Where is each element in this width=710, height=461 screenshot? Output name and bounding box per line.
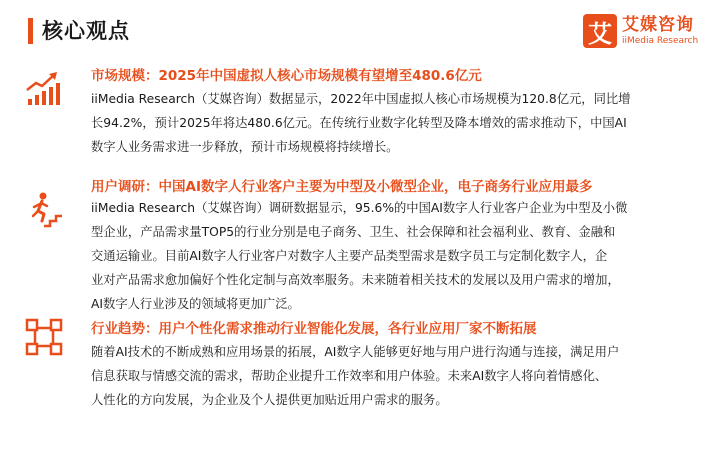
body-line: 信息获取与情感交流的需求，帮助企业提升工作效率和用户体验。未来AI数字人将向着情感化、	[91, 369, 608, 383]
title-accent-bar	[28, 18, 33, 44]
logo	[583, 14, 698, 48]
body-line: 随着AI技术的不断成熟和应用场景的拓展，AI数字人能够更好地与用户进行沟通与连接，满足用户	[91, 345, 620, 359]
body-line: 长94.2%，预计2025年将达480.6亿元。在传统行业数字化转型及降本增效的需求推动下，中国AI	[91, 116, 627, 130]
section-body	[91, 196, 695, 316]
network-nodes-icon	[24, 317, 64, 357]
section-heading: 行业趋势：用户个性化需求推动行业智能化发展，各行业应用厂家不断拓展	[91, 321, 537, 337]
logo-mark: 艾	[583, 14, 617, 48]
body-line: 业对产品需求愈加偏好个性化定制与高效率服务。未来随着相关技术的发展以及用户需求的增加，	[91, 273, 620, 287]
body-line: 人性化的方向发展，为企业及个人提供更加贴近用户需求的服务。	[91, 393, 448, 407]
logo-name-cn: 艾媒咨询	[622, 14, 694, 35]
logo-name-en: iiMedia Research	[622, 35, 699, 46]
body-line: iiMedia Research（艾媒咨询）数据显示，2022年中国虚拟人核心市场规模为120.8亿元，同比增	[91, 92, 631, 106]
body-line: 数字人业务需求进一步释放，预计市场规模将持续增长。	[91, 140, 399, 154]
section-heading: 用户调研：中国AI数字人行业客户主要为中型及小微型企业，电子商务行业应用最多	[91, 179, 593, 195]
body-line: 型企业，产品需求量TOP5的行业分别是电子商务、卫生、社会保障和社会福利业、教育、金融和	[91, 225, 616, 239]
section-body	[91, 87, 695, 159]
body-line: iiMedia Research（艾媒咨询）调研数据显示，95.6%的中国AI数字人行业客户企业为中型及小微	[91, 201, 628, 215]
section-heading: 市场规模：2025年中国虚拟人核心市场规模有望增至480.6亿元	[91, 68, 482, 84]
growth-chart-icon	[24, 70, 64, 110]
body-line: AI数字人行业涉及的领域将更加广泛。	[91, 297, 300, 311]
logo-text	[622, 16, 698, 47]
running-stairs-icon	[24, 190, 64, 230]
body-line: 交通运输业。目前AI数字人行业客户对数字人主要产品类型需求是数字员工与定制化数字人，企	[91, 249, 608, 263]
page-title: 核心观点	[42, 19, 130, 43]
section-body	[91, 340, 695, 412]
